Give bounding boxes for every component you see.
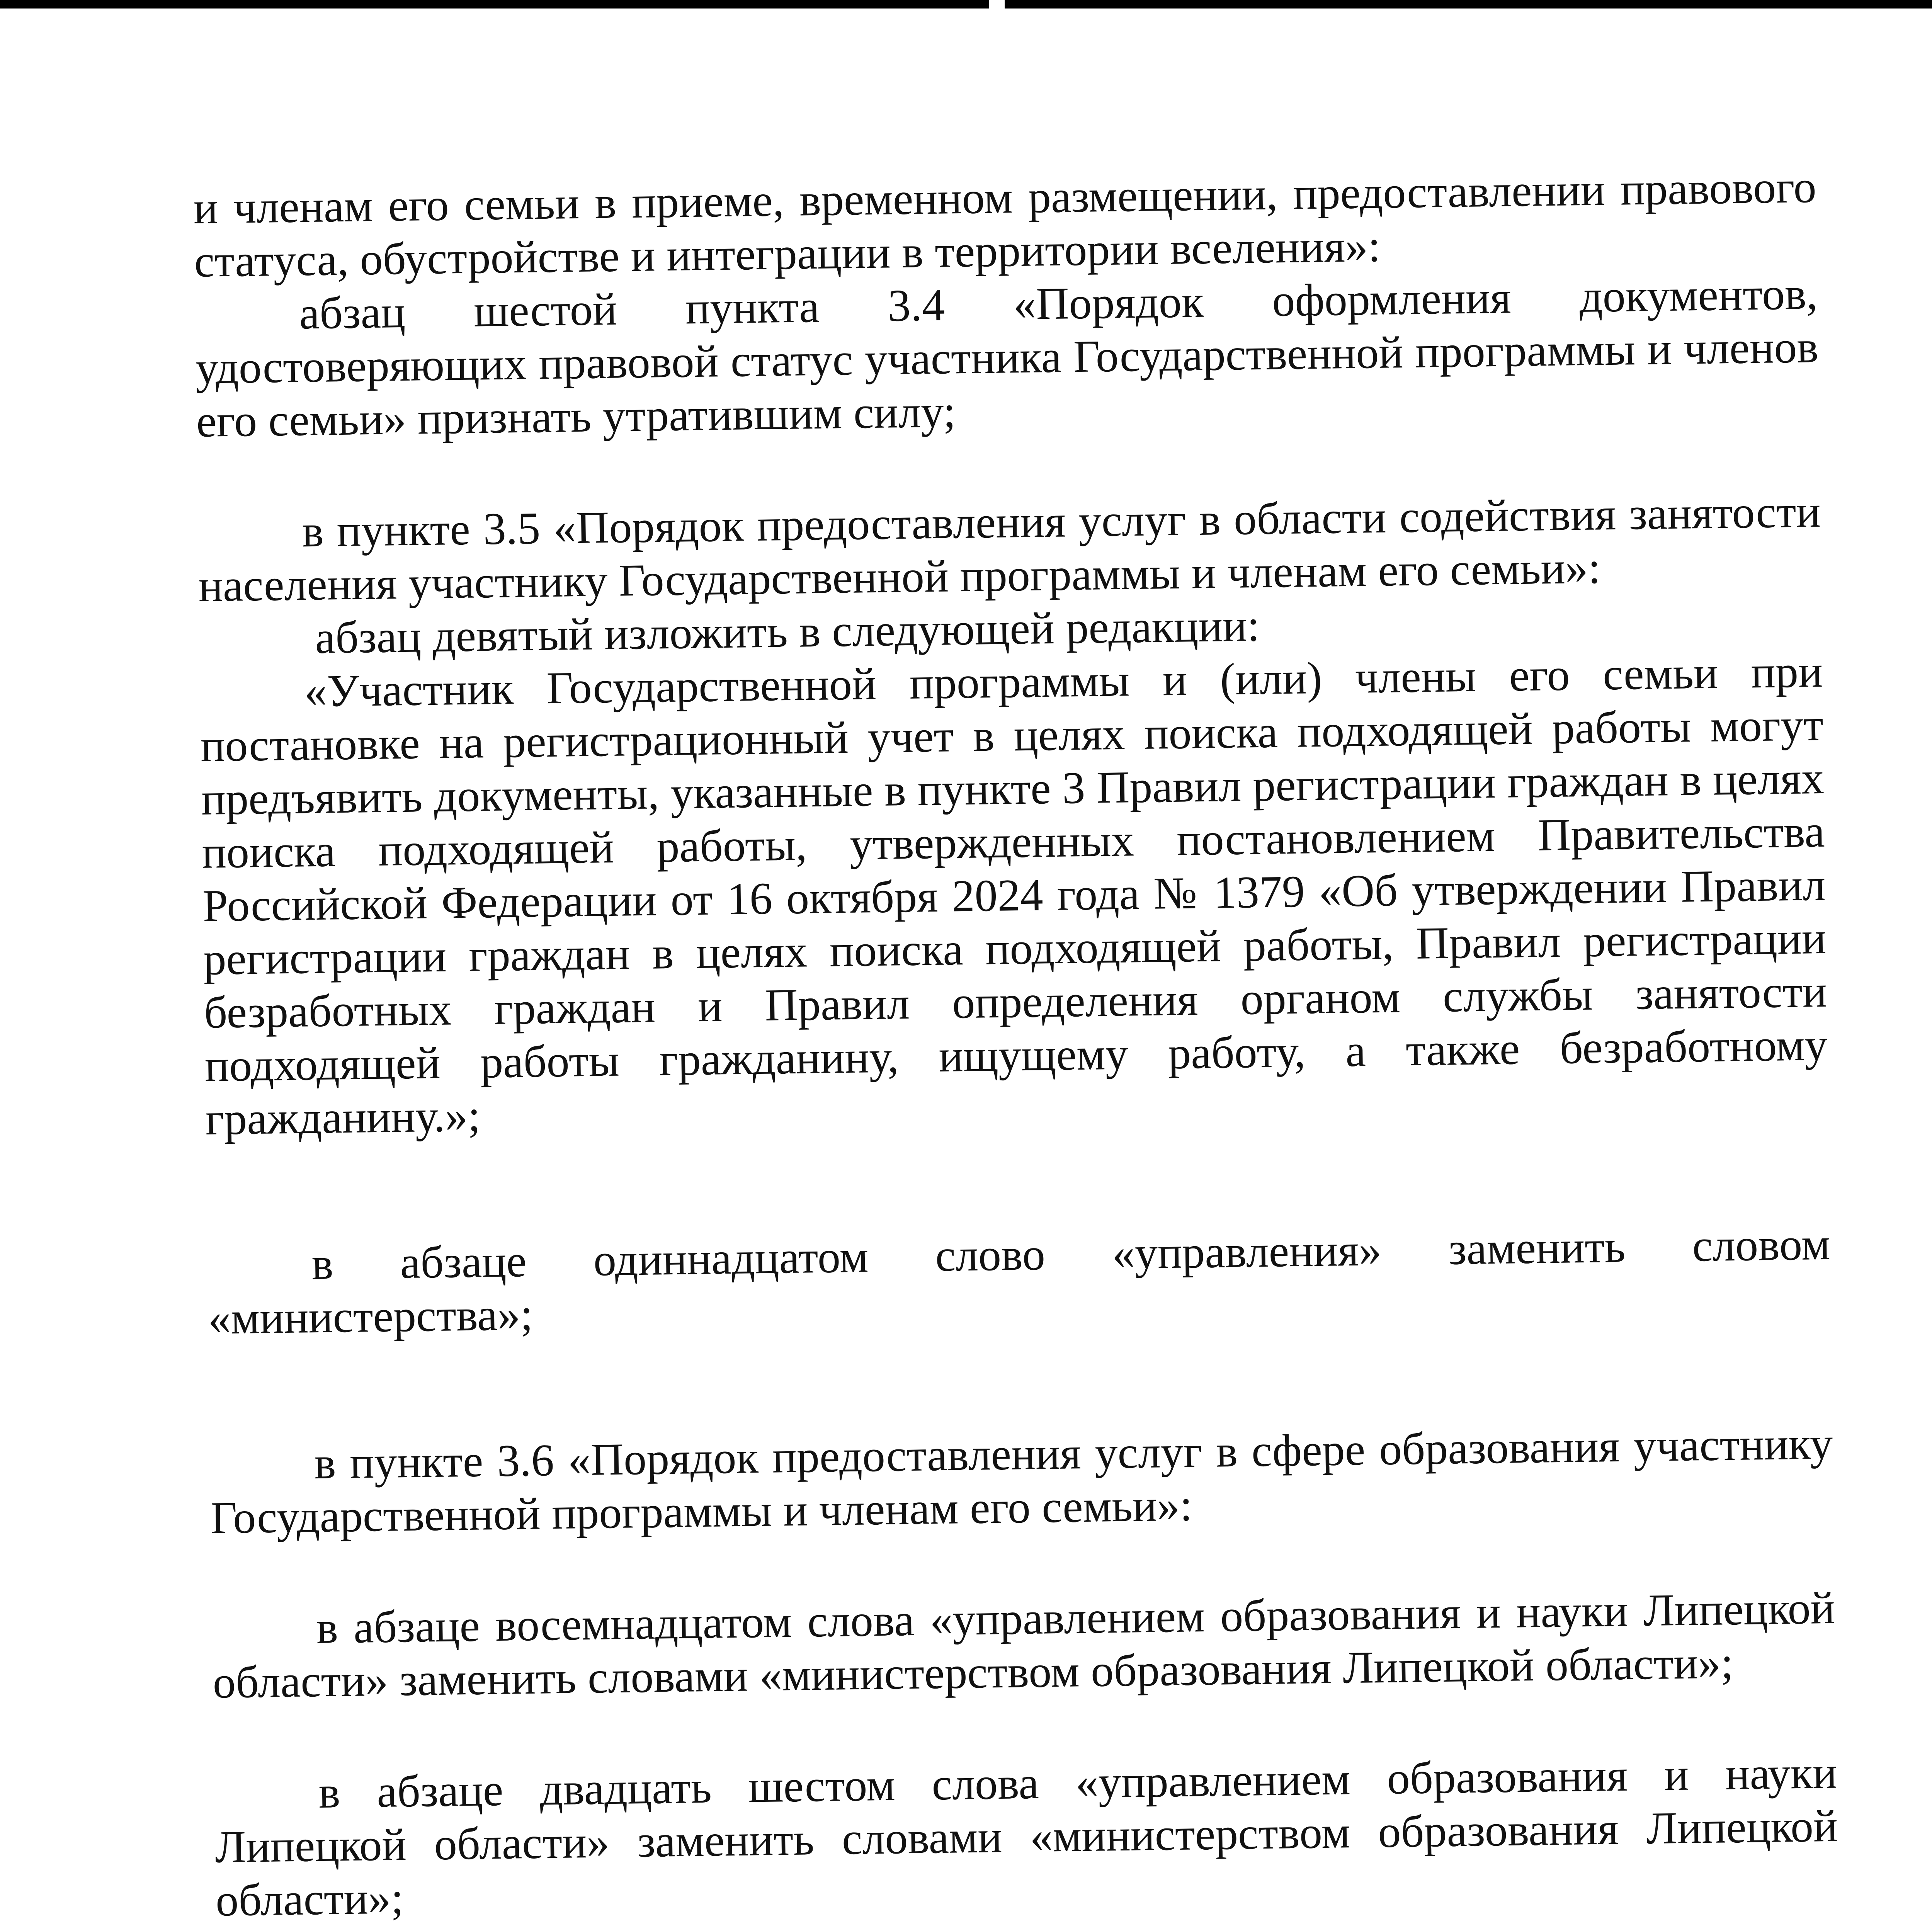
scan-border-top-left	[0, 0, 989, 9]
paragraph-5-new-wording: «Участник Государственной программы и (или) члены его семьи при постановке на регистрационный учет в целях поиска подходящей работы могут предъявить документы, указанные в пункте 3 Правил регистрации граждан в целях поиска подходящей работы, утвержденных постановлением Правительства Российской Федерации от 16 октября 2024 года № 1379 «Об утверждении Правил регистрации граждан в целях поиска подходящей работы, Правил регистрации безработных граждан и Правил определения органом службы занятости подходящей работы гражданину, ищущему работу, а также безработному гражданину.»;	[200, 646, 1828, 1145]
paragraph-8-abzac-18: в абзаце восемнадцатом слова «управлением образования и науки Липецкой области» заменить словами «министерством образования Липецкой области»;	[212, 1582, 1835, 1708]
paragraph-7-item-3-6: в пункте 3.6 «Порядок предоставления услуг в сфере образования участнику Государственной программы и членам его семьи»:	[210, 1418, 1833, 1543]
paragraph-6-abzac-11: в абзаце одиннадцатом слово «управления» заменить словом «министерства»;	[207, 1218, 1831, 1344]
scan-border-top-right	[1005, 0, 1932, 9]
document-page	[193, 160, 1847, 1932]
paragraph-9-abzac-26: в абзаце двадцать шестом слова «управлением образования и науки Липецкой области» заменить словами «министерством образования Липецкой области»;	[214, 1747, 1838, 1926]
paragraph-1-continuation: и членам его семьи в приеме, временном размещении, предоставлении правового статуса, обустройстве и интеграции в территории вселения»:	[193, 162, 1817, 287]
paragraph-4-abzac-9-intro: абзац девятый изложить в следующей редакции:	[315, 600, 1260, 663]
paragraph-3-item-3-5: в пункте 3.5 «Порядок предоставления услуг в области содействия занятости населения участнику Государственной программы и членам его семьи»:	[198, 486, 1821, 611]
paragraph-2-item-3-4: абзац шестой пункта 3.4 «Порядок оформления документов, удостоверяющих правовой статус участника Государственной программы и членов его семьи» признать утратившим силу;	[195, 268, 1819, 447]
